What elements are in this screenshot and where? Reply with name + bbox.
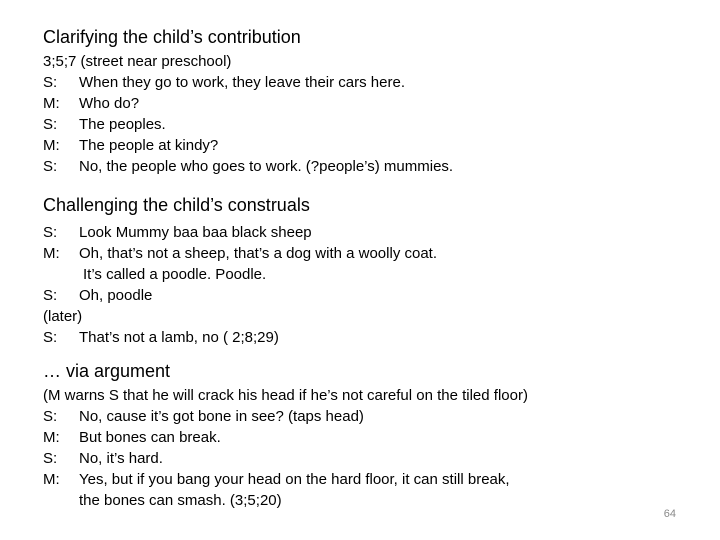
speaker-label: S: <box>43 116 58 133</box>
transcript-line <box>43 114 683 135</box>
utterance-text: No, the people who goes to work. (?people’s) mummies. <box>79 158 454 175</box>
section-challenging <box>43 193 683 348</box>
speaker-label: S: <box>43 408 58 425</box>
continuation-text: the bones can smash. (3;5;20) <box>79 492 282 509</box>
speaker-label: S: <box>43 329 58 346</box>
utterance-text: Oh, poodle <box>79 287 153 304</box>
speaker-label: S: <box>43 74 58 91</box>
utterance-text: No, it’s hard. <box>79 450 163 467</box>
transcript-continuation <box>43 264 683 285</box>
transcript-line <box>43 469 683 490</box>
context-line <box>43 385 683 406</box>
section-clarifying <box>43 25 683 177</box>
speaker-label: S: <box>43 287 58 304</box>
context-text: 3;5;7 (street near preschool) <box>43 53 232 70</box>
utterance-text: That’s not a lamb, no ( 2;8;29) <box>79 329 279 346</box>
speaker-label: M: <box>43 95 60 112</box>
transcript-line <box>43 222 683 243</box>
transcript-line <box>43 243 683 264</box>
transcript-line <box>43 93 683 114</box>
transcript-line <box>43 406 683 427</box>
note-line <box>43 306 683 327</box>
transcript-line <box>43 448 683 469</box>
utterance-text: The peoples. <box>79 116 166 133</box>
speaker-label: S: <box>43 158 58 175</box>
speaker-label: S: <box>43 224 58 241</box>
utterance-text: No, cause it’s got bone in see? (taps head) <box>79 408 364 425</box>
utterance-text: When they go to work, they leave their cars here. <box>79 74 405 91</box>
speaker-label: M: <box>43 429 60 446</box>
note-text: (later) <box>43 308 83 325</box>
transcript-line <box>43 135 683 156</box>
transcript-line <box>43 327 683 348</box>
utterance-text: The people at kindy? <box>79 137 219 154</box>
speaker-label: S: <box>43 450 58 467</box>
continuation-text: It’s called a poodle. Poodle. <box>83 266 267 283</box>
page-number: 64 <box>663 508 676 520</box>
section-argument <box>43 359 683 511</box>
transcript-line <box>43 285 683 306</box>
section-heading: Challenging the child’s construals <box>43 195 310 215</box>
section-heading: Clarifying the child’s contribution <box>43 27 301 47</box>
transcript-continuation <box>43 490 683 511</box>
utterance-text: Who do? <box>79 95 140 112</box>
speaker-label: M: <box>43 471 60 488</box>
speaker-label: M: <box>43 137 60 154</box>
utterance-text: Yes, but if you bang your head on the hard floor, it can still break, <box>79 471 510 488</box>
section-heading: … via argument <box>43 361 171 381</box>
transcript-line <box>43 427 683 448</box>
transcript-line <box>43 72 683 93</box>
utterance-text: Look Mummy baa baa black sheep <box>79 224 312 241</box>
transcript-line <box>43 156 683 177</box>
utterance-text: But bones can break. <box>79 429 221 446</box>
utterance-text: Oh, that’s not a sheep, that’s a dog with a woolly coat. <box>79 245 438 262</box>
context-line <box>43 51 683 72</box>
speaker-label: M: <box>43 245 60 262</box>
context-text: (M warns S that he will crack his head if he’s not careful on the tiled floor) <box>43 387 528 404</box>
